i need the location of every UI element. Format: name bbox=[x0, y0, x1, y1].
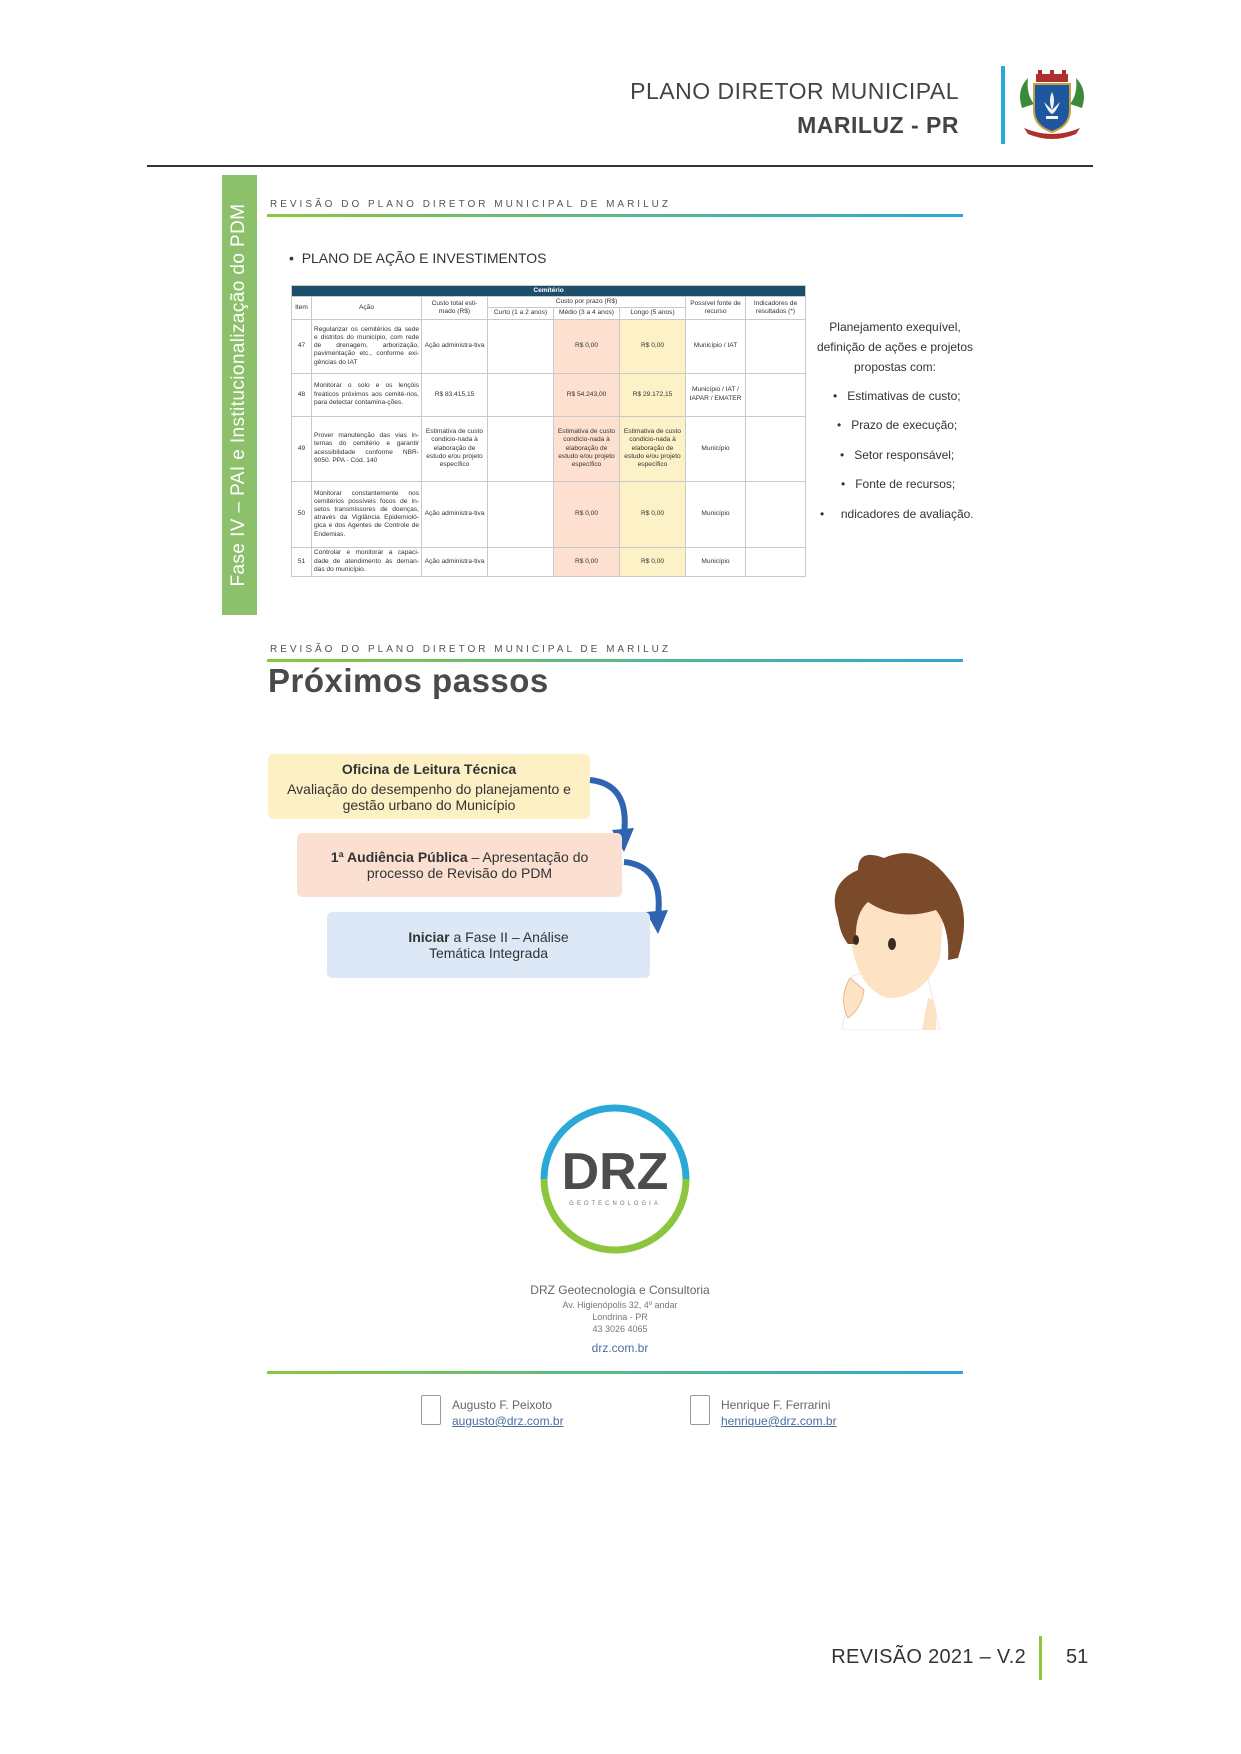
contact-name: Augusto F. Peixoto bbox=[452, 1398, 553, 1412]
slide1-rule bbox=[267, 214, 963, 217]
cell-curto bbox=[488, 547, 554, 576]
cell-longo: R$ 0,00 bbox=[620, 319, 686, 373]
cell-medio: R$ 0,00 bbox=[554, 319, 620, 373]
cell-indicadores bbox=[746, 481, 806, 547]
cell-indicadores bbox=[746, 547, 806, 576]
cell-acao: Monitorar constantemente nos cemitérios possíveis focos de in-setos transmissores de doenças, através da Vigilância Epidemioló-gica e dos Agentes de Controle de Endemias. bbox=[312, 481, 422, 547]
contact-augusto bbox=[452, 1397, 564, 1429]
cell-item: 47 bbox=[292, 319, 312, 373]
cell-curto bbox=[488, 319, 554, 373]
table-caption: Cemitério bbox=[292, 286, 806, 297]
cell-acao: Prover manutenção das vias in-ternas do cemitério e garantir acessibilidade conforme NBR-9050. PPA - Cód. 140 bbox=[312, 416, 422, 481]
cell-curto bbox=[488, 416, 554, 481]
action-plan-table bbox=[291, 285, 806, 577]
contact-email-link[interactable]: henrique@drz.com.br bbox=[721, 1414, 837, 1428]
contact-email-link[interactable]: augusto@drz.com.br bbox=[452, 1414, 564, 1428]
cell-fonte: Município bbox=[686, 547, 746, 576]
table-row bbox=[292, 481, 806, 547]
th-medio: Médio (3 a 4 anos) bbox=[554, 308, 620, 319]
cell-indicadores bbox=[746, 373, 806, 416]
drz-logo-subtext: GEOTECNOLOGIA bbox=[569, 1201, 661, 1207]
footer-divider bbox=[1039, 1636, 1042, 1680]
contact-name: Henrique F. Ferrarini bbox=[721, 1398, 831, 1412]
drz-logo bbox=[530, 1097, 700, 1261]
cell-longo: R$ 0,00 bbox=[620, 547, 686, 576]
header-divider bbox=[1001, 66, 1005, 144]
cell-indicadores bbox=[746, 319, 806, 373]
slide1-bullet-text: PLANO DE AÇÃO E INVESTIMENTOS bbox=[301, 250, 547, 266]
table-row bbox=[292, 416, 806, 481]
phase-side-label: Fase IV – PAI e Institucionalização do PDM bbox=[228, 203, 249, 587]
document-title: PLANO DIRETOR MUNICIPAL bbox=[630, 78, 959, 104]
step-box-audiencia bbox=[297, 833, 622, 897]
cell-custo: R$ 83.415,15 bbox=[422, 373, 488, 416]
cell-fonte: Município bbox=[686, 416, 746, 481]
cell-acao: Controlar e monitorar a capaci-dade de atendimento às deman-das do município. bbox=[312, 547, 422, 576]
th-curto: Curto (1 a 2 anos) bbox=[488, 308, 554, 319]
th-indicadores: Indicadores de resultados (*) bbox=[746, 297, 806, 319]
cell-item: 49 bbox=[292, 416, 312, 481]
step-box-text: 1ª Audiência Pública – Apresentação do processo de Revisão do PDM bbox=[330, 849, 589, 881]
th-custo-prazo: Custo por prazo (R$) bbox=[488, 297, 686, 308]
company-address: Av. Higienópolis 32, 4º andar bbox=[562, 1300, 678, 1310]
table-row bbox=[292, 547, 806, 576]
cell-item: 50 bbox=[292, 481, 312, 547]
cell-custo: Ação administra-tiva bbox=[422, 319, 488, 373]
slide1-bullet: • PLANO DE AÇÃO E INVESTIMENTOS bbox=[289, 250, 547, 266]
cell-longo: Estimativa de custo condicio-nada à elaboração de estudo e/ou projeto específico bbox=[620, 416, 686, 481]
planning-list-item: • ndicadores de avaliação. bbox=[820, 507, 974, 521]
thinking-person-icon bbox=[828, 848, 968, 1030]
company-city: Londrina - PR bbox=[592, 1312, 648, 1322]
step-box-text: Avaliação do desempenho do planejamento e gestão urbano do Município bbox=[287, 780, 571, 813]
cell-medio: Estimativa de custo condicio-nada à elaboração de estudo e/ou projeto específico bbox=[554, 416, 620, 481]
cell-acao: Monitorar o solo e os lençóis freáticos próximos aos cemité-rios, para detectar contamina-ções. bbox=[312, 373, 422, 416]
cell-fonte: Município bbox=[686, 481, 746, 547]
cell-fonte: Município / IAT bbox=[686, 319, 746, 373]
cell-longo: R$ 0,00 bbox=[620, 481, 686, 547]
municipal-crest-icon bbox=[1014, 70, 1090, 140]
cell-curto bbox=[488, 481, 554, 547]
cell-medio: R$ 0,00 bbox=[554, 481, 620, 547]
cell-curto bbox=[488, 373, 554, 416]
company-phone: 43 3026 4065 bbox=[592, 1324, 648, 1334]
cell-item: 51 bbox=[292, 547, 312, 576]
cell-indicadores bbox=[746, 416, 806, 481]
cell-acao: Regularizar os cemitérios da sede e distritos do município, com rede de drenagem, arborização, pavimentação etc., conforme exi-gências do IAT bbox=[312, 319, 422, 373]
step-box-fase2 bbox=[327, 912, 650, 978]
cell-medio: R$ 0,00 bbox=[554, 547, 620, 576]
slide1-caption: REVISÃO DO PLANO DIRETOR MUNICIPAL DE MARILUZ bbox=[270, 199, 671, 210]
page-number: 51 bbox=[1066, 1646, 1089, 1668]
th-longo: Longo (5 anos) bbox=[620, 308, 686, 319]
table-row bbox=[292, 319, 806, 373]
cell-item: 48 bbox=[292, 373, 312, 416]
step-box-title: Oficina de Leitura Técnica bbox=[341, 760, 517, 777]
contact-card-icon bbox=[690, 1395, 710, 1425]
planning-list-item: • Prazo de execução; bbox=[837, 418, 958, 432]
planning-paragraph: Planejamento exequível, definição de ações e projetos propostas com: bbox=[816, 320, 974, 374]
cell-fonte: Município / IAT / IAPAR / EMATER bbox=[686, 373, 746, 416]
contact-card-icon bbox=[421, 1395, 441, 1425]
company-name: DRZ Geotecnologia e Consultoria bbox=[530, 1283, 710, 1297]
contact-rule bbox=[267, 1371, 963, 1374]
step-box-text: Iniciar a Fase II – Análise Temática Integrada bbox=[408, 929, 569, 961]
cell-medio: R$ 54.243,00 bbox=[554, 373, 620, 416]
table-row bbox=[292, 373, 806, 416]
th-fonte: Possível fonte de recurso bbox=[686, 297, 746, 319]
next-steps-title: Próximos passos bbox=[268, 662, 549, 699]
planning-list-item: • Fonte de recursos; bbox=[841, 477, 956, 491]
company-website[interactable]: drz.com.br bbox=[591, 1341, 649, 1355]
planning-list-item: • Setor responsável; bbox=[840, 448, 955, 462]
header-rule bbox=[147, 165, 1093, 167]
th-custo-total: Custo total esti-mado (R$) bbox=[422, 297, 488, 319]
planning-list-item: • Estimativas de custo; bbox=[833, 389, 961, 403]
cell-custo: Estimativa de custo condicio-nada à elaboração de estudo e/ou projeto específico bbox=[422, 416, 488, 481]
step-box-oficina bbox=[268, 754, 590, 819]
th-item: Item bbox=[292, 297, 312, 319]
cell-custo: Ação administra-tiva bbox=[422, 547, 488, 576]
document-subtitle: MARILUZ - PR bbox=[797, 112, 959, 138]
revision-label: REVISÃO 2021 – V.2 bbox=[831, 1646, 1026, 1668]
slide2-caption: REVISÃO DO PLANO DIRETOR MUNICIPAL DE MARILUZ bbox=[270, 644, 671, 655]
drz-logo-text: DRZ bbox=[561, 1143, 669, 1201]
th-acao: Ação bbox=[312, 297, 422, 319]
contact-henrique bbox=[721, 1397, 837, 1429]
cell-longo: R$ 29.172,15 bbox=[620, 373, 686, 416]
cell-custo: Ação administra-tiva bbox=[422, 481, 488, 547]
